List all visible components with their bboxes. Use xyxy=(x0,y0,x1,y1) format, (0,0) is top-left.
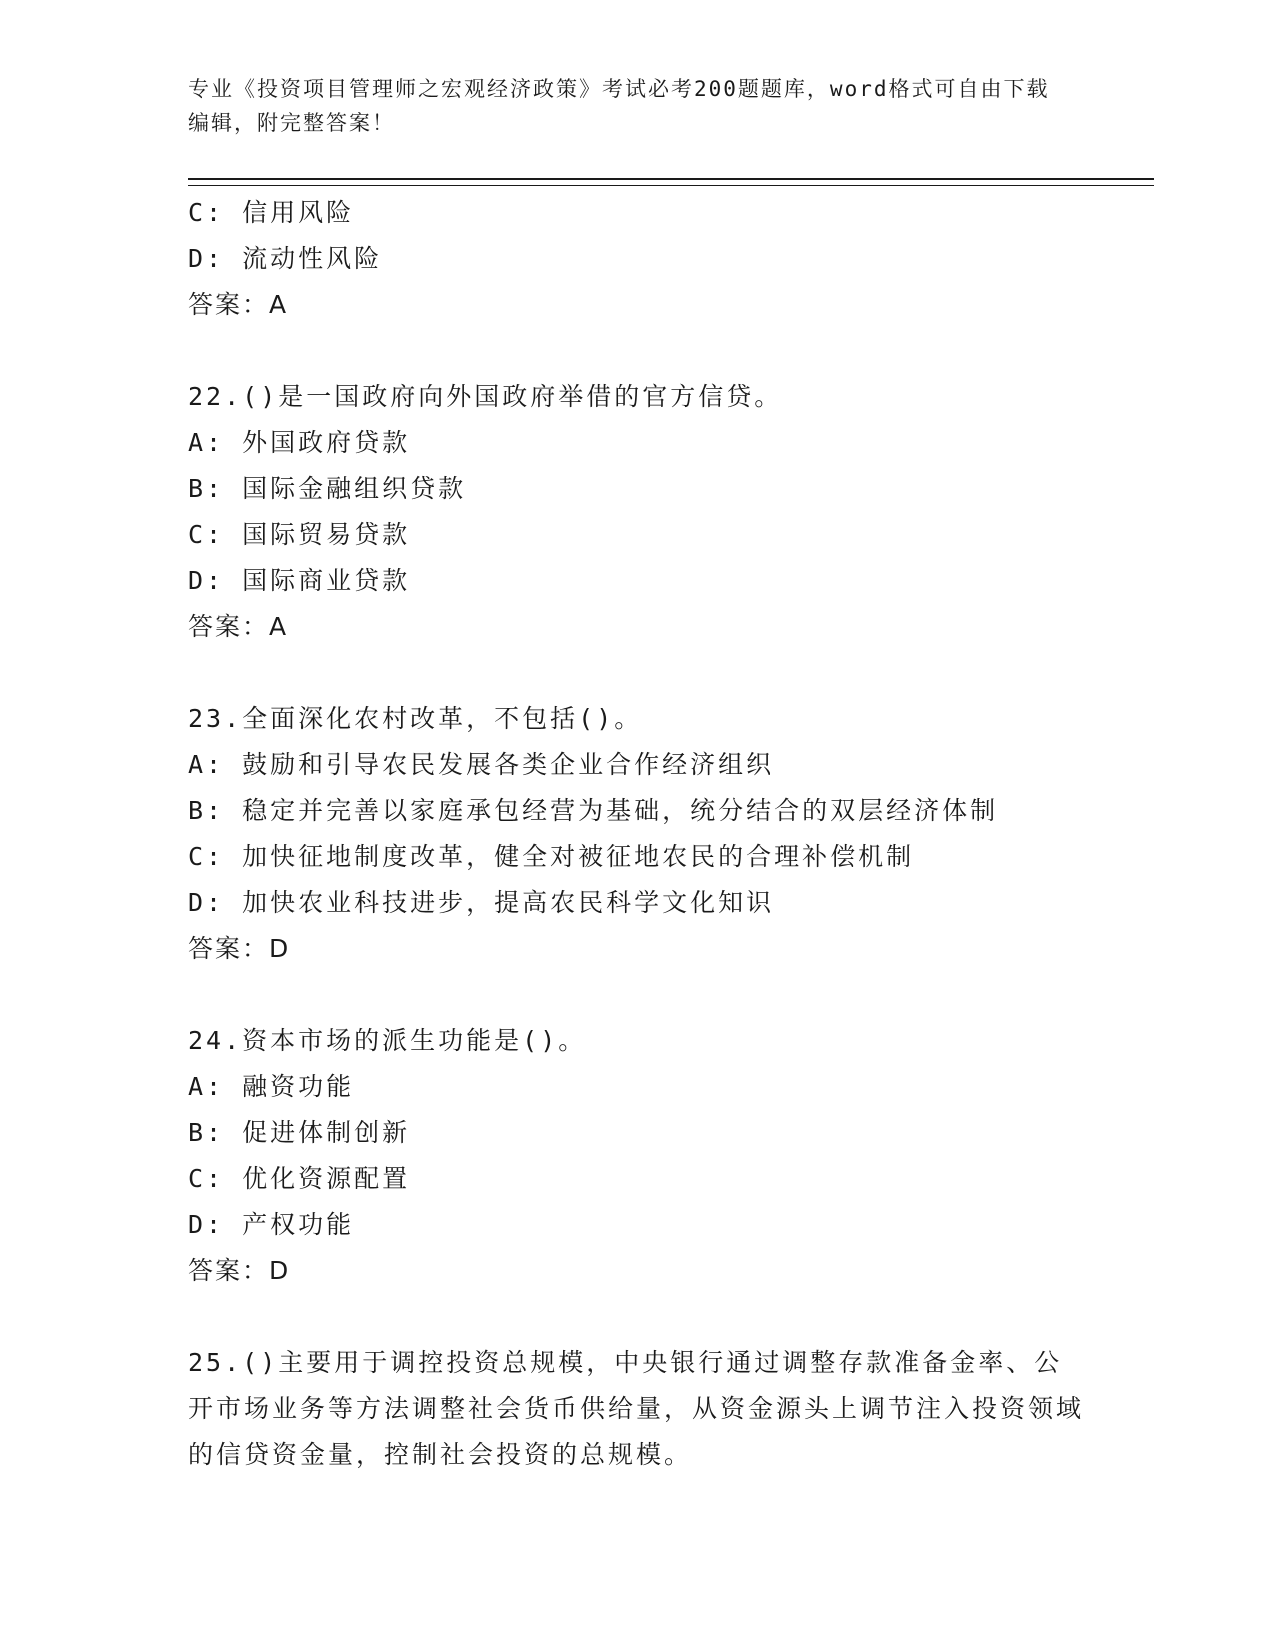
question-stem: 22.()是一国政府向外国政府举借的官方信贷。 xyxy=(188,382,783,411)
question-stem: 23.全面深化农村改革，不包括()。 xyxy=(188,704,643,733)
option-b: B: 促进体制创新 xyxy=(188,1118,411,1147)
answer: 答案：A xyxy=(188,290,289,319)
option-d: D: 国际商业贷款 xyxy=(188,566,411,595)
question-25 xyxy=(188,1340,1088,1478)
question-stem: 25.()主要用于调控投资总规模，中央银行通过调整存款准备金率、公开市场业务等方法调整社会货币供给量，从资金源头上调节注入投资领域的信贷资金量，控制社会投资的总规模。 xyxy=(188,1348,1085,1469)
question-23 xyxy=(188,696,1088,972)
option-a: A: 融资功能 xyxy=(188,1072,355,1101)
option-a: A: 鼓励和引导农民发展各类企业合作经济组织 xyxy=(188,750,775,779)
header-divider xyxy=(188,178,1154,186)
question-24 xyxy=(188,1018,1088,1294)
answer: 答案：A xyxy=(188,612,289,641)
option-b: B: 国际金融组织贷款 xyxy=(188,474,467,503)
question-list xyxy=(188,190,1088,1478)
option-d: D: 加快农业科技进步，提高农民科学文化知识 xyxy=(188,888,775,917)
option-c: C: 加快征地制度改革，健全对被征地农民的合理补偿机制 xyxy=(188,842,915,871)
question-22 xyxy=(188,374,1088,650)
document-header: 专业《投资项目管理师之宏观经济政策》考试必考200题题库，word格式可自由下载编辑，附完整答案！ xyxy=(188,77,1050,135)
answer: 答案：D xyxy=(188,934,291,963)
option-c: C: 优化资源配置 xyxy=(188,1164,411,1193)
option-d: D: 产权功能 xyxy=(188,1210,355,1239)
option-b: B: 稳定并完善以家庭承包经营为基础，统分结合的双层经济体制 xyxy=(188,796,999,825)
option-d: D: 流动性风险 xyxy=(188,244,383,273)
carryover-question xyxy=(188,190,1088,328)
option-c: C: 国际贸易贷款 xyxy=(188,520,411,549)
option-a: A: 外国政府贷款 xyxy=(188,428,411,457)
answer: 答案：D xyxy=(188,1256,291,1285)
option-c: C: 信用风险 xyxy=(188,198,355,227)
question-stem: 24.资本市场的派生功能是()。 xyxy=(188,1026,587,1055)
